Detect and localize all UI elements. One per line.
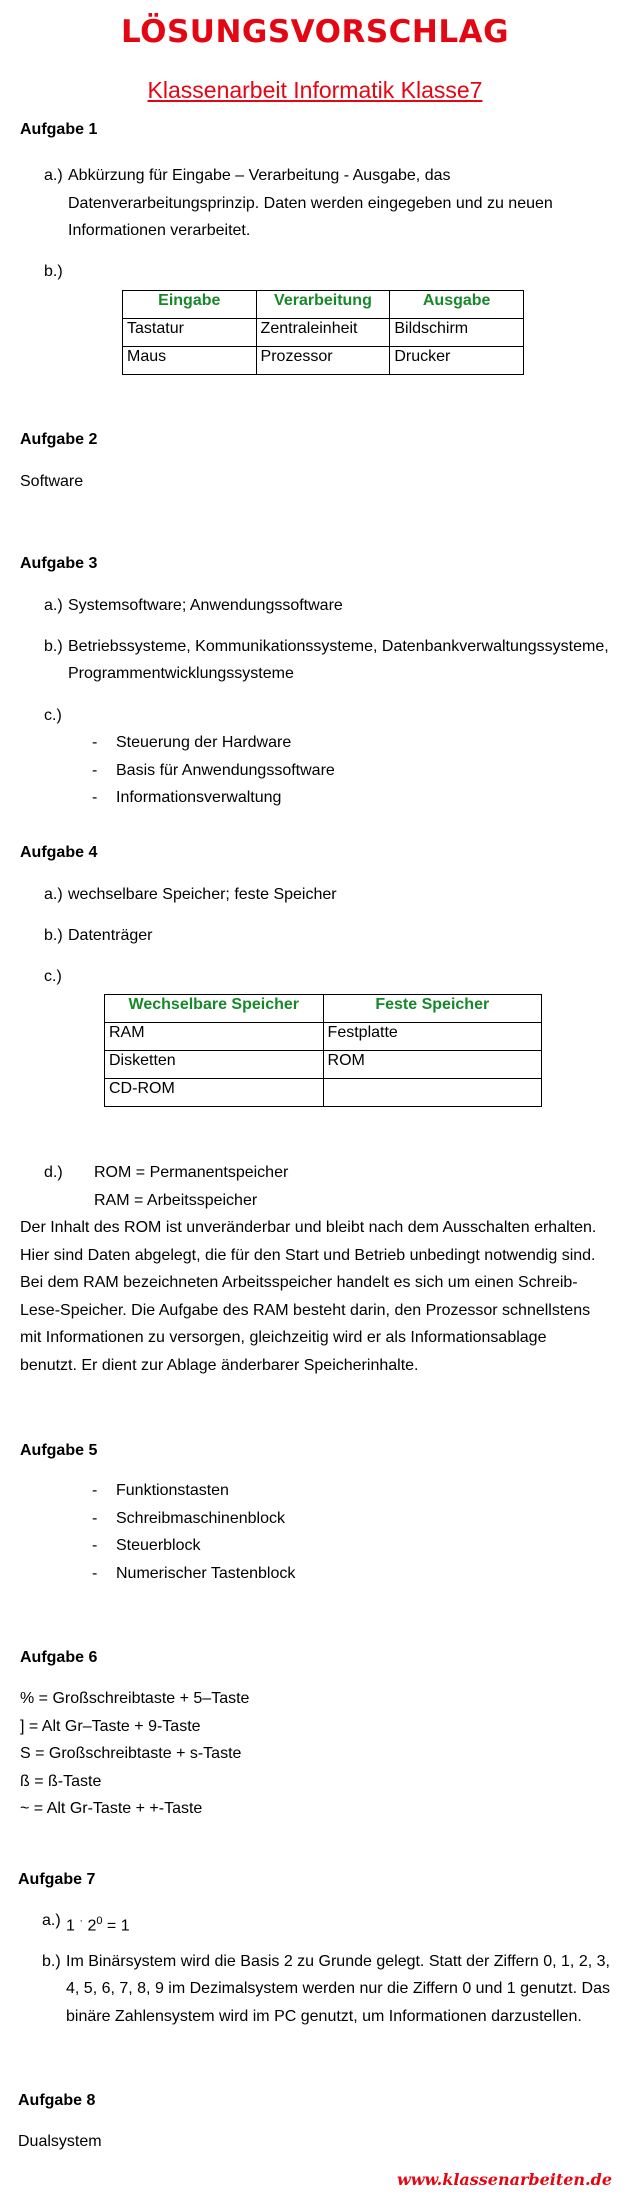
a1-a-label: a.): [44, 167, 63, 184]
a4-b-label: b.): [44, 927, 63, 944]
a2-answer: Software: [20, 473, 84, 490]
a3-a-label: a.): [44, 597, 63, 614]
footer-website-link[interactable]: www.klassenarbeiten.de: [396, 2170, 612, 2189]
table-row: [105, 1023, 542, 1051]
a4-paragraph-line-4: Lese-Speicher. Die Aufgabe des RAM besteht darin, den Prozessor schnellstens: [20, 1302, 591, 1319]
a8-answer: Dualsystem: [18, 2133, 102, 2150]
a6-line-3: S = Großschreibtaste + s-Taste: [20, 1745, 242, 1762]
list-item: Steuerblock: [116, 1537, 201, 1554]
formula-part: 1: [66, 1917, 80, 1935]
a1-a-line-1: Abkürzung für Eingabe – Verarbeitung - Ausgabe, das: [68, 167, 451, 184]
table-row: [123, 347, 524, 375]
a4-b-answer: Datenträger: [68, 927, 153, 944]
a3-b-line-2: Programmentwicklungssysteme: [68, 665, 294, 682]
a7-b-line-2: 4, 5, 6, 7, 8, 9 im Dezimalsystem werden nur die Ziffern 0 und 1 genutzt. Das: [66, 1980, 610, 1997]
a6-line-5: ~ = Alt Gr-Taste + +-Taste: [20, 1800, 203, 1817]
a1-a-line-2: Datenverarbeitungsprinzip. Daten werden eingegeben und zu neuen: [68, 195, 553, 212]
a4-c-label: c.): [44, 968, 62, 985]
dash-bullet: -: [92, 734, 98, 751]
heading-aufgabe-4: Aufgabe 4: [20, 844, 98, 861]
a4-a-label: a.): [44, 886, 63, 903]
list-item: Steuerung der Hardware: [116, 734, 292, 751]
table-cell: Bildschirm: [390, 319, 524, 347]
heading-aufgabe-5: Aufgabe 5: [20, 1442, 98, 1459]
a7-b-line-3: binäre Zahlensystem wird im PC genutzt, um Informationen darzustellen.: [66, 2008, 582, 2025]
table-row: [105, 1079, 542, 1107]
list-item: Basis für Anwendungssoftware: [116, 762, 335, 779]
dash-bullet: -: [92, 1482, 98, 1499]
eva-table: [122, 290, 524, 375]
dash-bullet: -: [92, 762, 98, 779]
a3-a-answer: Systemsoftware; Anwendungssoftware: [68, 597, 343, 614]
table-cell: [323, 1079, 541, 1107]
dash-bullet: -: [92, 789, 98, 806]
heading-aufgabe-8: Aufgabe 8: [18, 2092, 96, 2109]
formula-part: = 1: [102, 1917, 130, 1935]
table-cell: Drucker: [390, 347, 524, 375]
speicher-table: [104, 994, 542, 1107]
a3-c-label: c.): [44, 707, 62, 724]
a6-line-1: % = Großschreibtaste + 5–Taste: [20, 1690, 250, 1707]
a4-paragraph-line-5: mit Informationen zu versorgen, gleichzeitig wird er als Informationsablage: [20, 1329, 547, 1346]
formula-part: 2: [83, 1917, 97, 1935]
a7-a-label: a.): [42, 1912, 61, 1929]
a4-d-line-2: RAM = Arbeitsspeicher: [94, 1192, 258, 1209]
table-header-cell: Ausgabe: [390, 291, 524, 319]
formula-dot: ·: [79, 1915, 84, 1927]
a4-a-answer: wechselbare Speicher; feste Speicher: [68, 886, 337, 903]
table-cell: Prozessor: [256, 347, 390, 375]
table-header-cell: Feste Speicher: [323, 995, 541, 1023]
table-cell: Zentraleinheit: [256, 319, 390, 347]
table-cell: Disketten: [105, 1051, 324, 1079]
table-header-row: [105, 995, 542, 1023]
table-cell: Festplatte: [323, 1023, 541, 1051]
page-subtitle: Klassenarbeit Informatik Klasse7: [147, 77, 483, 103]
a7-a-formula: [66, 1911, 130, 1936]
a4-d-label: d.): [44, 1164, 63, 1181]
a1-b-label: b.): [44, 263, 63, 280]
a4-paragraph-line-1: Der Inhalt des ROM ist unveränderbar und bleibt nach dem Ausschalten erhalten.: [20, 1219, 597, 1236]
list-item: Schreibmaschinenblock: [116, 1510, 285, 1527]
a4-paragraph-line-2: Hier sind Daten abgelegt, die für den Start und Betrieb unbedingt notwendig sind.: [20, 1247, 596, 1264]
dash-bullet: -: [92, 1565, 98, 1582]
a7-b-line-1: Im Binärsystem wird die Basis 2 zu Grunde gelegt. Statt der Ziffern 0, 1, 2, 3,: [66, 1953, 610, 1970]
table-header-cell: Verarbeitung: [256, 291, 390, 319]
table-row: [105, 1051, 542, 1079]
table-cell: RAM: [105, 1023, 324, 1051]
heading-aufgabe-6: Aufgabe 6: [20, 1649, 98, 1666]
table-header-cell: Wechselbare Speicher: [105, 995, 324, 1023]
dash-bullet: -: [92, 1537, 98, 1554]
a1-a-line-3: Informationen verarbeitet.: [68, 222, 251, 239]
heading-aufgabe-1: Aufgabe 1: [20, 121, 98, 138]
heading-aufgabe-7: Aufgabe 7: [18, 1871, 96, 1888]
a6-line-4: ß = ß-Taste: [20, 1773, 102, 1790]
table-cell: Maus: [123, 347, 257, 375]
list-item: Funktionstasten: [116, 1482, 229, 1499]
table-header-cell: Eingabe: [123, 291, 257, 319]
a4-paragraph-line-3: Bei dem RAM bezeichneten Arbeitsspeicher handelt es sich um einen Schreib-: [20, 1274, 578, 1291]
page-title: LÖSUNGSVORSCHLAG: [120, 14, 510, 50]
formula-exponent: 0: [96, 1915, 103, 1927]
table-header-row: [123, 291, 524, 319]
a3-b-label: b.): [44, 638, 63, 655]
heading-aufgabe-2: Aufgabe 2: [20, 431, 98, 448]
dash-bullet: -: [92, 1510, 98, 1527]
a3-b-line-1: Betriebssysteme, Kommunikationssysteme, Datenbankverwaltungssysteme,: [68, 638, 609, 655]
table-row: [123, 319, 524, 347]
a7-b-label: b.): [42, 1953, 61, 1970]
a4-d-line-1: ROM = Permanentspeicher: [94, 1164, 289, 1181]
heading-aufgabe-3: Aufgabe 3: [20, 555, 98, 572]
table-cell: ROM: [323, 1051, 541, 1079]
table-cell: Tastatur: [123, 319, 257, 347]
list-item: Informationsverwaltung: [116, 789, 282, 806]
a6-line-2: ] = Alt Gr–Taste + 9-Taste: [20, 1718, 201, 1735]
list-item: Numerischer Tastenblock: [116, 1565, 296, 1582]
a4-paragraph-line-6: benutzt. Er dient zur Ablage änderbarer Speicherinhalte.: [20, 1357, 419, 1374]
table-cell: CD-ROM: [105, 1079, 324, 1107]
